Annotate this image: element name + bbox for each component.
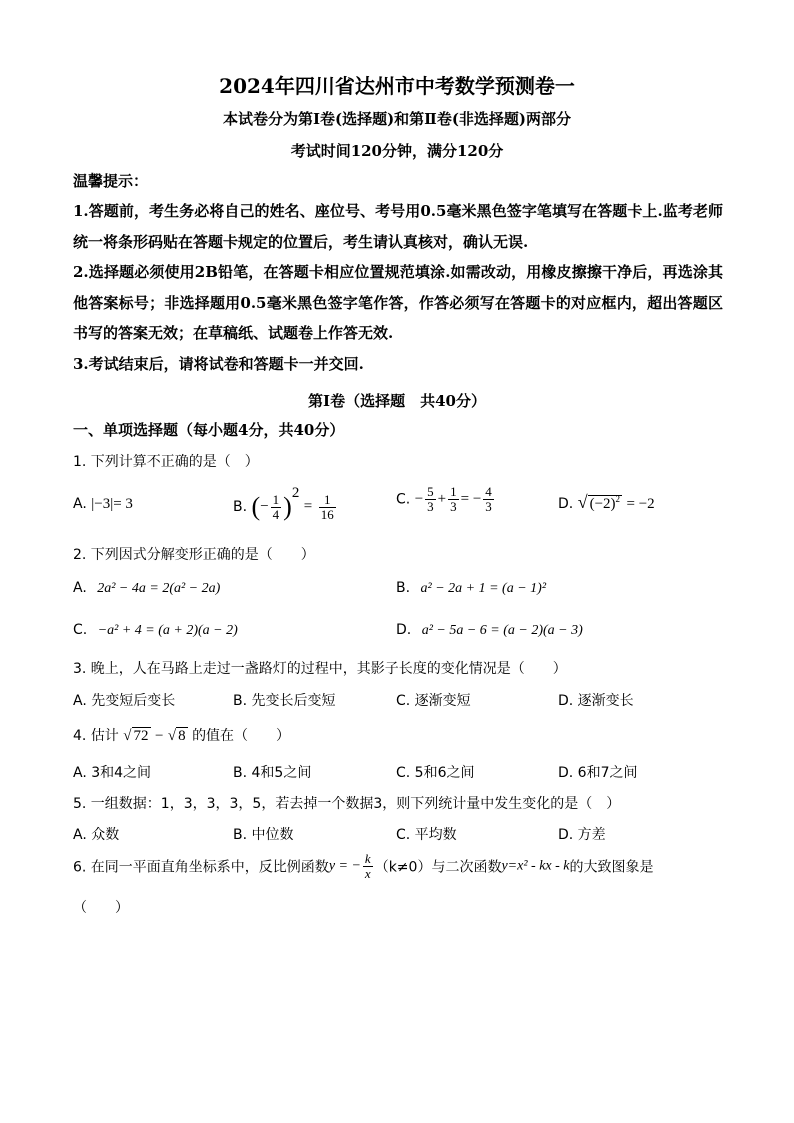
question-1-stem: 1. 下列计算不正确的是（ ）	[73, 454, 259, 470]
question-6-stem	[73, 852, 654, 881]
q4-option-c: C. 5和6之间	[396, 765, 475, 781]
q1-c-d1: 3	[427, 499, 434, 514]
q2-option-a-expr: 2a² − 4a = 2(a² − 2a)	[97, 581, 221, 596]
q4-stem-post: 的值在（ ）	[192, 728, 291, 744]
q1-b-rnum: 1	[319, 493, 336, 508]
q2-option-b-label: B.	[396, 580, 411, 596]
q6-stem-post: 的大致图象是	[569, 859, 654, 876]
section-title: 一、单项选择题（每小题4分，共40分）	[73, 421, 345, 439]
q2-option-d-expr: a² − 5a − 6 = (a − 2)(a − 3)	[421, 623, 583, 638]
q1-b-result	[319, 493, 336, 522]
q1-d-radicand	[588, 495, 622, 512]
q1-c-n2: 1	[450, 484, 457, 499]
tips-list	[73, 196, 723, 379]
exam-time-note: 考试时间120分钟，满分120分	[290, 142, 504, 160]
q2-option-c-expr: −a² + 4 = (a + 2)(a − 2)	[97, 623, 238, 638]
q6-stem-pre: 6. 在同一平面直角坐标系中，反比例函数	[73, 859, 329, 876]
q1-option-c: C. − $\frac{5}{3}$ + $\frac{1}{3}$ = − $\frac{4}{3}$	[396, 484, 492, 514]
q1-c-frac1	[425, 485, 436, 514]
q4-option-b: B. 4和5之间	[233, 765, 312, 781]
q1-d-rhs: = −2	[626, 496, 655, 512]
q2-option-a	[73, 580, 220, 597]
q1-option-b: B. (− $\frac{1}{4}$ )$^2$ = $\frac{1}{16}$	[233, 485, 334, 522]
q4-radicand-1: 72	[133, 728, 149, 744]
q3-option-a: A. 先变短后变长	[73, 693, 176, 709]
q1-c-n1: 5	[427, 484, 434, 499]
q4-stem-pre: 4. 估计	[73, 728, 119, 744]
q1-c-d2: 3	[450, 499, 457, 514]
q1-b-exp: 2	[291, 485, 300, 501]
q1-option-b-label: B.	[233, 499, 248, 515]
q1-d-exp: 2	[615, 494, 621, 504]
q6-stem-mid: 与二次函数	[431, 859, 502, 876]
q1-option-a-expr: |−3|= 3	[91, 496, 133, 512]
q5-option-c: C. 平均数	[396, 827, 457, 843]
q5-option-d: D. 方差	[558, 827, 606, 843]
tip-item-3: 3.考试结束后，请将试卷和答题卡一并交回.	[73, 354, 364, 373]
q1-c-d3: 3	[485, 499, 492, 514]
tip-item-1: 1.答题前，考生务必将自己的姓名、座位号、考号用0.5毫米黑色签字笔填写在答题卡上.监考老师统一将条形码贴在答题卡规定的位置后，考生请认真核对，确认无误.	[73, 202, 723, 251]
q5-option-a: A. 众数	[73, 827, 120, 843]
q1-option-a	[73, 496, 133, 513]
q6-quadratic: y=x² - kx - k	[501, 858, 570, 874]
exam-structure-note: 本试卷分为第Ⅰ卷(选择题)和第Ⅱ卷(非选择题)两部分	[222, 110, 572, 128]
q1-b-num: 1	[272, 491, 280, 507]
q2-option-b-expr: a² − 2a + 1 = (a − 1)²	[420, 581, 547, 596]
q2-option-d-label: D.	[396, 622, 412, 638]
question-4-stem: 4. 估计 √ 72 − √ 8 的值在（ ）	[73, 728, 291, 744]
q1-b-neg: −	[260, 498, 269, 515]
q2-option-a-label: A.	[73, 580, 87, 596]
q2-option-c-label: C.	[73, 622, 88, 638]
q6-answer-paren: （ ）	[73, 900, 129, 916]
q4-radicand-2: 8	[178, 728, 186, 744]
q1-c-frac3	[483, 485, 494, 514]
q2-option-b	[396, 580, 546, 597]
q2-option-d	[396, 622, 583, 639]
tip-item-2: 2.选择题必须使用2B铅笔，在答题卡相应位置规范填涂.如需改动，用橡皮擦擦干净后，再选涂其他答案标号；非选择题用0.5毫米黑色签字笔作答，作答必须写在答题卡的对应框内，超出答题区书写的答案无效；在草稿纸、试题卷上作答无效.	[73, 263, 723, 342]
q2-option-c	[73, 622, 238, 639]
q6-y-eq: y = −	[328, 858, 361, 874]
q1-c-n3: 4	[485, 484, 492, 499]
tips-heading: 温馨提示：	[73, 172, 149, 190]
page-title: 2024年四川省达州市中考数学预测卷一	[219, 74, 575, 98]
q3-option-c: C. 逐渐变短	[396, 693, 471, 709]
q1-b-fraction	[271, 493, 282, 522]
question-2-stem: 2. 下列因式分解变形正确的是（ ）	[73, 547, 315, 563]
q1-b-den: 4	[272, 506, 280, 522]
q4-minus: −	[154, 728, 164, 744]
q6-den: x	[364, 866, 371, 881]
q3-option-d: D. 逐渐变长	[558, 693, 634, 709]
q6-num: k	[364, 851, 371, 866]
q1-option-d: D. √ $(-2)^2 = -2$	[558, 492, 655, 512]
q1-option-c-label: C.	[396, 491, 411, 508]
q1-option-d-label: D.	[558, 496, 574, 512]
question-3-stem: 3. 晚上，人在马路上走过一盏路灯的过程中，其影子长度的变化情况是（ ）	[73, 661, 567, 677]
q3-option-b: B. 先变长后变短	[233, 693, 336, 709]
q1-d-rad: (−2)	[589, 496, 616, 512]
q1-option-a-label: A.	[73, 496, 87, 512]
q6-fraction	[363, 852, 373, 881]
q6-condition: （k≠0）	[374, 859, 432, 876]
q1-c-frac2	[448, 485, 459, 514]
q1-b-rden: 16	[320, 506, 334, 522]
part1-title: 第Ⅰ卷（选择题 共40分）	[308, 392, 486, 410]
q4-option-a: A. 3和4之间	[73, 765, 152, 781]
q4-option-d: D. 6和7之间	[558, 765, 638, 781]
question-5-stem: 5. 一组数据：1，3，3，3，5，若去掉一个数据3，则下列统计量中发生变化的是（ ）	[73, 796, 621, 812]
q5-option-b: B. 中位数	[233, 827, 294, 843]
